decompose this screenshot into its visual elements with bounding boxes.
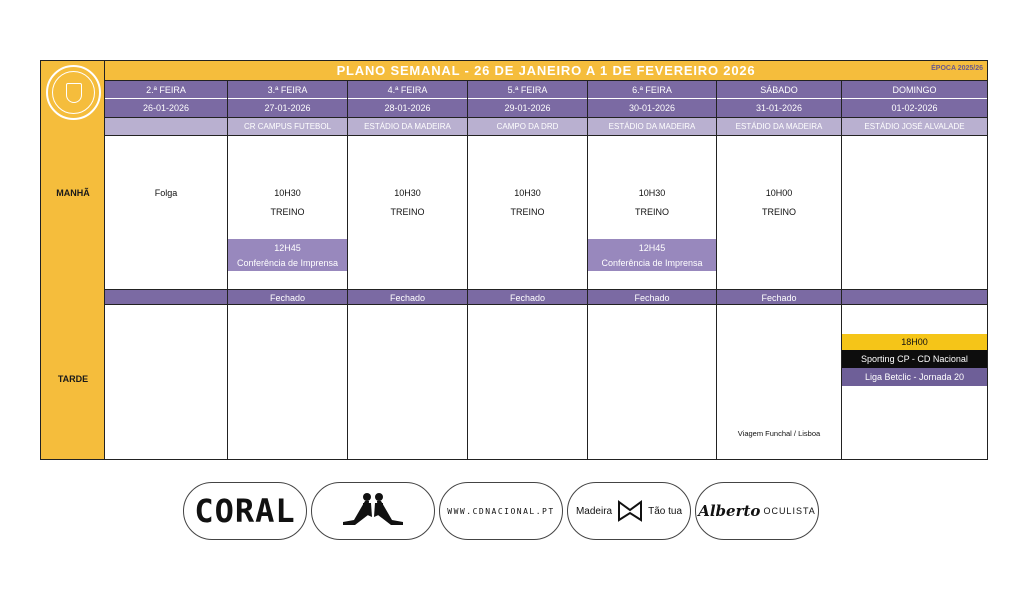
closed-bar: [105, 289, 227, 305]
travel-note: Viagem Funchal / Lisboa: [737, 429, 821, 438]
day-date: 30-01-2026: [588, 99, 716, 118]
day-column: [588, 81, 717, 459]
sponsor-coral: [183, 482, 307, 540]
closed-bar: [842, 289, 987, 305]
madeira-logo-icon: [617, 499, 643, 523]
day-date: 31-01-2026: [717, 99, 841, 118]
morning-activity: TREINO: [634, 207, 669, 217]
press-time: 12H45: [638, 243, 666, 253]
day-column: [228, 81, 348, 459]
press-conference: [588, 239, 716, 271]
sponsor-alberto: [695, 482, 819, 540]
day-venue: ESTÁDIO JOSÉ ALVALADE: [842, 118, 987, 136]
morning-time: 10H30: [394, 188, 421, 198]
day-name: 3.ª FEIRA: [228, 81, 347, 99]
madeira-label: Madeira: [575, 505, 613, 517]
press-label: Conferência de Imprensa: [236, 258, 339, 268]
title-bar: [105, 61, 987, 81]
kappa-logo-icon: [327, 491, 419, 531]
alberto-wordmark: Alberto: [698, 502, 761, 520]
morning-activity: TREINO: [510, 207, 545, 217]
match-time: 18H00: [842, 334, 987, 350]
day-venue: CR CAMPUS FUTEBOL: [228, 118, 347, 136]
morning-activity: TREINO: [761, 207, 796, 217]
day-date: 29-01-2026: [468, 99, 587, 118]
press-label: Conferência de Imprensa: [601, 258, 703, 268]
madeira-slogan: Tão tua: [648, 505, 683, 517]
day-column: [842, 81, 987, 459]
day-venue: ESTÁDIO DA MADEIRA: [588, 118, 716, 136]
day-venue: CAMPO DA DRD: [468, 118, 587, 136]
day-column: [468, 81, 588, 459]
day-name: SÁBADO: [717, 81, 841, 99]
day-date: 28-01-2026: [348, 99, 467, 118]
period-column: [41, 61, 105, 459]
press-time: 12H45: [274, 243, 301, 253]
coral-wordmark: CORAL: [194, 492, 296, 530]
day-name: 5.ª FEIRA: [468, 81, 587, 99]
weekly-schedule: [40, 60, 988, 460]
morning-time: 10H30: [514, 188, 541, 198]
sponsor-website[interactable]: [439, 482, 563, 540]
oculista-label: OCULISTA: [763, 506, 816, 516]
period-morning: MANHÃ: [56, 188, 90, 198]
sponsor-madeira: [567, 482, 691, 540]
day-date: 26-01-2026: [105, 99, 227, 118]
morning-activity: Folga: [154, 188, 178, 198]
day-column: [717, 81, 842, 459]
closed-bar: Fechado: [588, 289, 716, 305]
morning-time: 10H00: [765, 188, 793, 198]
day-column: [105, 81, 228, 459]
match-teams: Sporting CP - CD Nacional: [842, 350, 987, 368]
day-name: DOMINGO: [842, 81, 987, 99]
season-label: ÉPOCA 2025/26: [931, 65, 983, 72]
morning-activity: TREINO: [270, 207, 305, 217]
closed-bar: Fechado: [717, 289, 841, 305]
day-name: 4.ª FEIRA: [348, 81, 467, 99]
day-venue: [105, 118, 227, 136]
day-venue: ESTÁDIO DA MADEIRA: [348, 118, 467, 136]
morning-time: 10H30: [638, 188, 666, 198]
period-afternoon: TARDE: [57, 374, 89, 384]
closed-bar: Fechado: [228, 289, 347, 305]
day-column: [348, 81, 468, 459]
day-venue: ESTÁDIO DA MADEIRA: [717, 118, 841, 136]
day-date: 27-01-2026: [228, 99, 347, 118]
closed-bar: Fechado: [348, 289, 467, 305]
match-competition: Liga Betclic - Jornada 20: [842, 368, 987, 386]
sponsor-kappa: [311, 482, 435, 540]
day-name: 2.ª FEIRA: [105, 81, 227, 99]
club-crest-icon: [46, 65, 101, 120]
morning-time: 10H30: [274, 188, 301, 198]
press-conference: [228, 239, 347, 271]
day-name: 6.ª FEIRA: [588, 81, 716, 99]
day-date: 01-02-2026: [842, 99, 987, 118]
website-link[interactable]: WWW.CDNACIONAL.PT: [447, 506, 555, 516]
closed-bar: Fechado: [468, 289, 587, 305]
page-title: PLANO SEMANAL - 26 DE JANEIRO A 1 DE FEVEREIRO 2026: [336, 63, 756, 78]
morning-activity: TREINO: [390, 207, 425, 217]
